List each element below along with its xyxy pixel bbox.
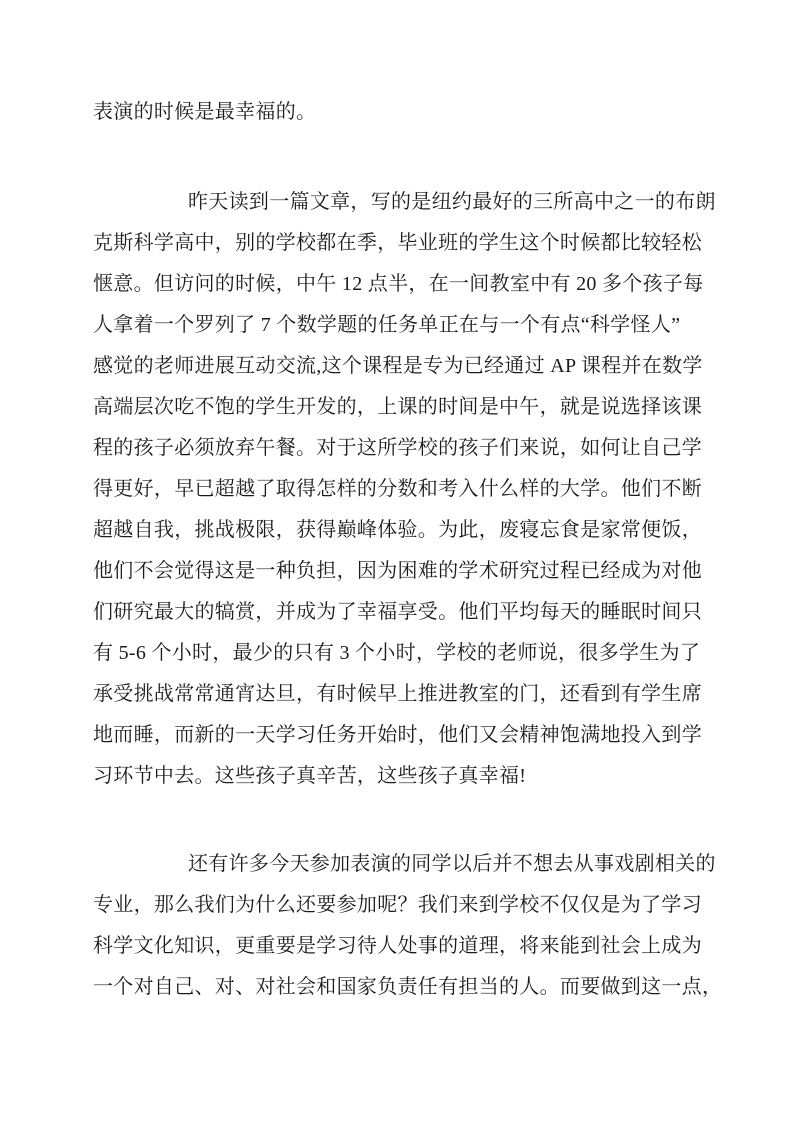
text-line: 他们不会觉得这是一种负担，因为困难的学术研究过程已经成为对他 (93, 560, 702, 582)
text-line: 习环节中去。这些孩子真辛苦，这些孩子真幸福! (93, 765, 527, 787)
text-line: 还有许多今天参加表演的同学以后并不想去从事戏剧相关的 (188, 853, 716, 875)
text-line: 得更好，早已超越了取得怎样的分数和考入什么样的大学。他们不断 (93, 478, 702, 500)
text-line: 克斯科学高中，别的学校都在季，毕业班的学生这个时候都比较轻松 (93, 232, 702, 254)
text-line: 超越自我，挑战极限，获得巅峰体验。为此，废寝忘食是家常便饭， (93, 519, 702, 541)
text-line: 科学文化知识，更重要是学习待人处事的道理，将来能到社会上成为 (93, 935, 702, 957)
text-line: 有 5-6 个小时，最少的只有 3 个小时，学校的老师说，很多学生为了 (93, 642, 701, 664)
text-line: 程的孩子必须放弃午餐。对于这所学校的孩子们来说，如何让自己学 (93, 437, 702, 459)
text-line: 表演的时候是最幸福的。 (93, 101, 317, 123)
text-line: 承受挑战常常通宵达旦，有时候早上推进教室的门，还看到有学生席 (93, 683, 702, 705)
text-line: 地而睡，而新的一天学习任务开始时，他们又会精神饱满地投入到学 (93, 724, 702, 746)
text-line: 一个对自己、对、对社会和国家负责任有担当的人。而要做到这一点， (93, 976, 723, 998)
paragraph-1 (93, 92, 707, 133)
paragraph-2 (93, 182, 716, 797)
text-line: 人拿着一个罗列了 7 个数学题的任务单正在与一个有点“科学怪人” (93, 314, 681, 336)
text-line: 惬意。但访问的时候，中午 12 点半，在一间教室中有 20 多个孩子每 (93, 273, 704, 295)
text-line: 高端层次吃不饱的学生开发的，上课的时间是中午，就是说选择该课 (93, 396, 702, 418)
text-line: 感觉的老师进展互动交流,这个课程是专为已经通过 AP 课程并在数学 (93, 355, 703, 377)
text-line: 专业，那么我们为什么还要参加呢？我们来到学校不仅仅是为了学习 (93, 894, 702, 916)
text-line: 昨天读到一篇文章，写的是纽约最好的三所高中之一的布朗 (188, 191, 716, 213)
text-line: 们研究最大的犒赏，并成为了幸福享受。他们平均每天的睡眠时间只 (93, 601, 702, 623)
paragraph-3 (93, 844, 723, 1008)
